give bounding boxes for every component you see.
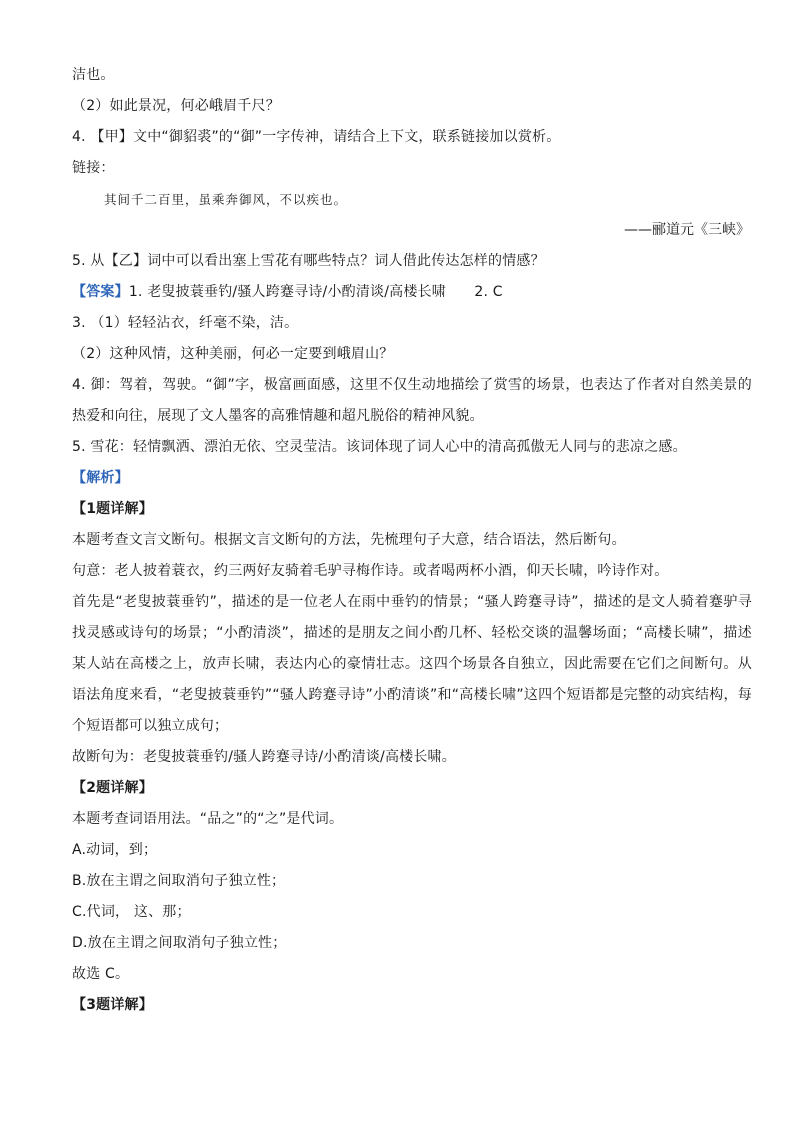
text-line: （2）如此景况，何必峨眉千尺？ [72, 98, 280, 114]
link-label: 链接： [72, 160, 115, 176]
q2-result: 故选 C。 [72, 966, 130, 982]
analysis-line [72, 463, 752, 494]
question-4: 4. 【甲】文中“御貂裘”的“御”一字传神，请结合上下文，联系链接加以赏析。 [72, 129, 561, 145]
quote-source: ——郦道元《三峡》 [624, 222, 750, 238]
q1-result: 故断句为：老叟披蓑垂钓/骚人跨蹇寻诗/小酌清谈/高楼长啸。 [72, 749, 456, 765]
q2-option-b: B.放在主谓之间取消句子独立性； [72, 873, 286, 889]
q2-intro: 本题考查词语用法。“品之”的“之”是代词。 [72, 811, 344, 827]
answer-5: 5. 雪花：轻情飘洒、漂泊无依、空灵莹洁。该词体现了词人心中的清高孤傲无人同与的悲凉之感。 [72, 439, 687, 455]
q2-header: 【2题详解】 [72, 780, 153, 796]
document-page [72, 60, 752, 1021]
q1-paragraph: 首先是“老叟披蓑垂钓”，描述的是一位老人在雨中垂钓的情景；“骚人跨蹇寻诗”，描述的是文人骑着蹇驴寻找灵感或诗句的场景；“小酌清淡”，描述的是朋友之间小酌几杯、轻松交谈的温馨场面；“高楼长啸”，描述某人站在高楼之上，放声长啸，表达内心的豪情壮志。这四个场景各自独立，因此需要在它们之间断句。从语法角度来看，“老叟披蓑垂钓”“骚人跨蹇寻诗”小酌清谈”和“高楼长啸”这四个短语都是完整的动宾结构，每个短语都可以独立成句； [72, 594, 752, 734]
q2-option-a: A.动词，到； [72, 842, 158, 858]
analysis-tag: 【解析】 [72, 470, 129, 486]
q2-option-c: C.代词， 这、那； [72, 904, 191, 920]
answer-3-1: 3. （1）轻轻沾衣，纤毫不染，洁。 [72, 315, 299, 331]
q1-header: 【1题详解】 [72, 501, 153, 517]
q1-meaning: 句意：老人披着蓑衣，约三两好友骑着毛驴寻梅作诗。或者喝两杯小酒，仰天长啸，吟诗作对。 [72, 563, 669, 579]
answer-3-2: （2）这种风情，这种美丽，何必一定要到峨眉山？ [72, 346, 394, 362]
answer-line [72, 277, 752, 308]
answer-4: 4. 御：驾着，驾驶。“御”字，极富画面感，这里不仅生动地描绘了赏雪的场景，也表达了作者对自然美景的热爱和向往，展现了文人墨客的高雅情趣和超凡脱俗的精神风貌。 [72, 377, 752, 424]
text-line: 洁也。 [72, 67, 115, 83]
question-5: 5. 从【乙】词中可以看出塞上雪花有哪些特点？词人借此传达怎样的情感？ [72, 253, 545, 269]
q2-option-d: D.放在主谓之间取消句子独立性； [72, 935, 287, 951]
answer-tag: 【答案】 [72, 284, 129, 300]
quote-text: 其间千二百里，虽乘奔御风，不以疾也。 [104, 192, 348, 207]
answer-text: 1. 老叟披蓑垂钓/骚人跨蹇寻诗/小酌清谈/高楼长啸 2. C [128, 284, 503, 300]
q3-header: 【3题详解】 [72, 997, 153, 1013]
q1-intro: 本题考查文言文断句。根据文言文断句的方法，先梳理句子大意，结合语法，然后断句。 [72, 532, 626, 548]
